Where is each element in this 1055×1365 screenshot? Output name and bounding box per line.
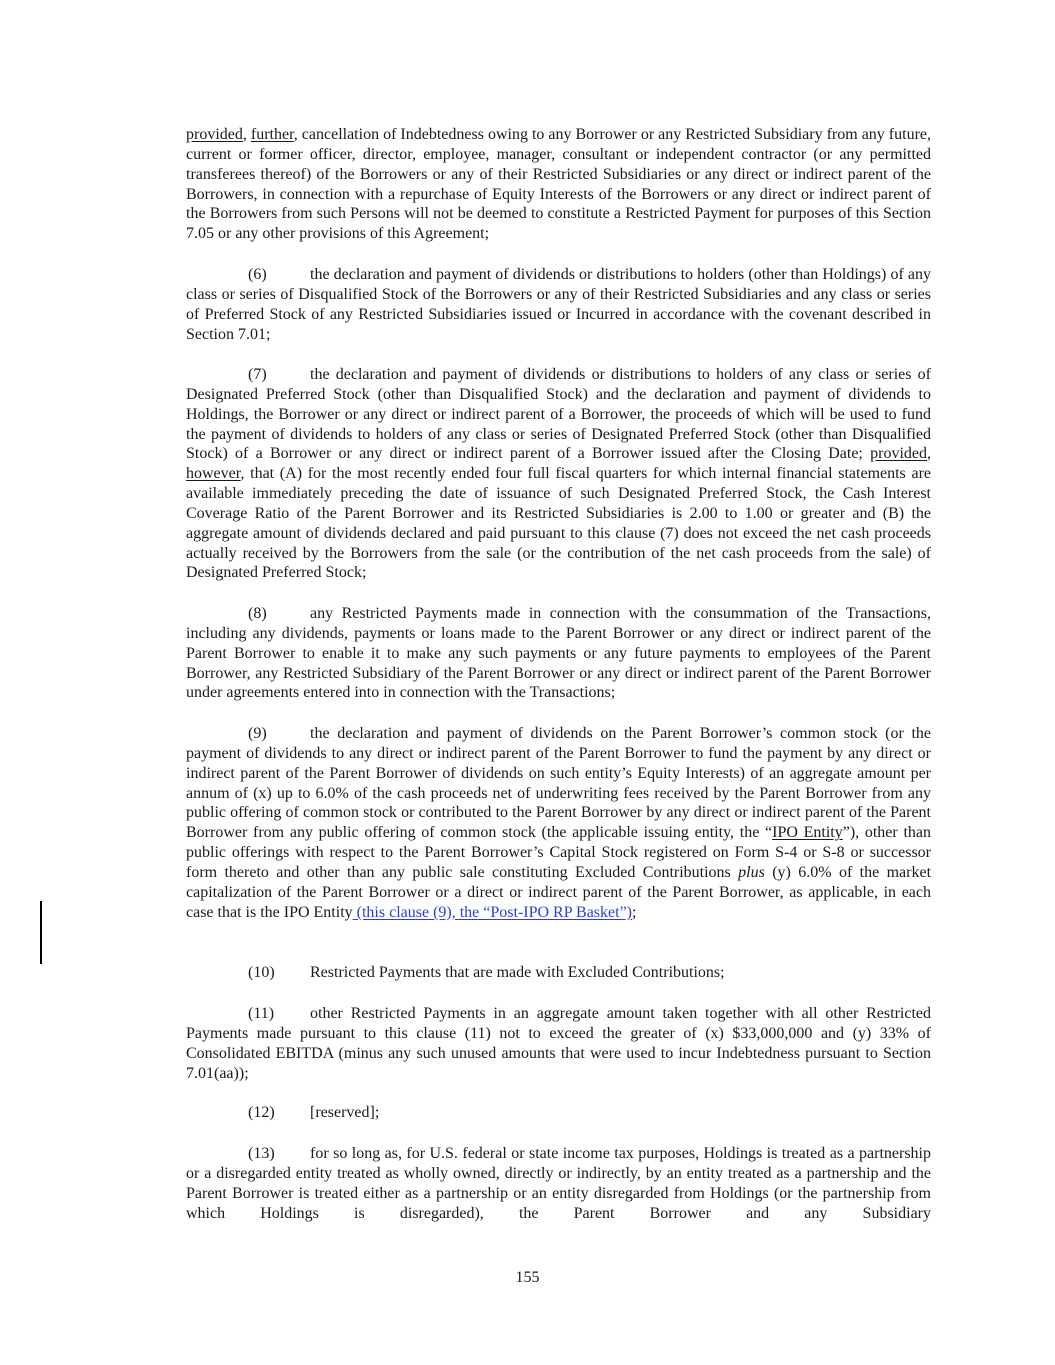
clause-number: (12) bbox=[248, 1104, 275, 1121]
paragraph-5-continuation: provided, further, cancellation of Indebtedness owing to any Borrower or any Restricted Subsidiary from any future, current or former officer, director, employee, manager, consultant or independent contractor (or any permitted transferees thereof) of the Borrowers or any of their Restricted Subsidiaries or any direct or indirect parent of the Borrowers, in connection with a repurchase of Equity Interests of the Borrowers or any direct or indirect parent of the Borrowers from such Persons will not be deemed to constitute a Restricted Payment for purposes of this Section 7.05 or any other provisions of this Agreement; bbox=[186, 126, 932, 243]
clause-6 bbox=[186, 265, 931, 344]
clause-number: (6) bbox=[248, 266, 267, 283]
defined-term-however: however bbox=[186, 465, 241, 483]
clause-7: (7) the declaration and payment of dividends or distributions to holders of any class or series of Designated Preferred Stock (other than Disqualified Stock) and the declaration and payment of dividends to Holdings, the Borrower or any direct or indirect parent of a Borrower, the proceeds of which will be used to fund the payment of dividends to holders of any class or series of Designated Preferred Stock (other than Disqualified Stock) of a Borrower or any direct or indirect parent of a Borrower issued after the Closing Date; provided, however, that (A) for the most recently ended four full fiscal quarters for which internal financial statements are available immediately preceding the date of issuance of such Designated Preferred Stock, the Cash Interest Coverage Ratio of the Parent Borrower and its Restricted Subsidiaries is 2.00 to 1.00 or greater and (B) the aggregate amount of dividends declared and paid pursuant to this clause (7) does not exceed the net cash proceeds actually received by the Borrowers from the sale (or the contribution of the net cash proceeds from the sale) of Designated Preferred Stock; bbox=[186, 366, 931, 582]
paragraph-text: , cancellation of Indebtedness owing to any Borrower or any Restricted Subsidiary from any future, current or former officer, director, employee, manager, consultant or independent contractor (or any permitted transferees thereof) of the Borrowers or any of their Restricted Subsidiaries or any direct or indirect parent of the Borrowers, in connection with a repurchase of Equity Interests of the Borrowers or any direct or indirect parent of the Borrowers from such Persons will not be deemed to constitute a Restricted Payment for purposes of this Section 7.05 or any other provisions of this Agreement; bbox=[186, 126, 932, 243]
tracked-insertion-post-ipo-rp-basket[interactable]: (this clause (9), the “Post-IPO RP Basket”) bbox=[352, 903, 632, 921]
clause-text: Restricted Payments that are made with Excluded Contributions; bbox=[310, 964, 725, 981]
clause-11 bbox=[186, 1004, 931, 1083]
defined-term-provided: provided bbox=[870, 445, 927, 463]
clause-number: (7) bbox=[248, 366, 267, 383]
clause-text: [reserved]; bbox=[310, 1104, 380, 1121]
clause-number: (11) bbox=[248, 1005, 275, 1022]
clause-number: (8) bbox=[248, 605, 267, 622]
italic-plus: plus bbox=[738, 863, 765, 881]
clause-text: any Restricted Payments made in connection with the consummation of the Transactions, including any dividends, payments or loans made to the Parent Borrower or any direct or indirect parent of the Parent Borrower to enable it to make any such payments or any future payments to employees of the Parent Borrower, any Restricted Subsidiary of the Parent Borrower or any direct or indirect parent of the Parent Borrower under agreements entered into in connection with the Transactions; bbox=[186, 605, 931, 702]
clause-number: (9) bbox=[248, 725, 267, 742]
clause-number: (13) bbox=[248, 1145, 275, 1162]
clause-12 bbox=[186, 1103, 931, 1123]
clause-10 bbox=[186, 963, 931, 983]
page-number: 155 bbox=[515, 1269, 540, 1286]
clause-9: (9) the declaration and payment of dividends on the Parent Borrower’s common stock (or the payment of dividends to any direct or indirect parent of the Parent Borrower to fund the payment by any direct or indirect parent of the Parent Borrower of dividends on such entity’s Equity Interests) of an aggregate amount per annum of (x) up to 6.0% of the cash proceeds net of underwriting fees received by the Parent Borrower from any public offering of common stock or contributed to the Parent Borrower by any direct or indirect parent of the Parent Borrower from any public offering of common stock (the applicable issuing entity, the “IPO Entity”), other than public offerings with respect to the Parent Borrower’s Capital Stock registered on Form S-4 or S-8 or successor form thereto and other than any public sale constituting Excluded Contributions plus (y) 6.0% of the market capitalization of the Parent Borrower or a direct or indirect parent of the Parent Borrower, as applicable, in each case that is the IPO Entity (this clause (9), the “Post-IPO RP Basket”); bbox=[186, 725, 932, 921]
clause-text: the declaration and payment of dividends or distributions to holders (other than Holdings) of any class or series of Disqualified Stock of the Borrowers or any of their Restricted Subsidiaries and any class or series of Preferred Stock of any Restricted Subsidiaries issued or Incurred in accordance with the covenant described in Section 7.01; bbox=[186, 266, 931, 343]
revision-change-bar bbox=[40, 901, 42, 964]
defined-term-provided: provided bbox=[186, 126, 243, 143]
defined-term-ipo-entity: IPO Entity bbox=[772, 824, 843, 842]
clause-text: for so long as, for U.S. federal or state income tax purposes, Holdings is treated as a partnership or a disregarded entity treated as wholly owned, directly or indirectly, by an entity treated as a partnership and the Parent Borrower is treated either as a partnership or an entity disregarded from Holdings (or the partnership from which Holdings is disregarded), the Parent Borrower and any Subsidiary bbox=[186, 1145, 931, 1222]
clause-number: (10) bbox=[248, 964, 275, 981]
defined-term-further: further bbox=[250, 126, 294, 143]
clause-13 bbox=[186, 1144, 931, 1223]
clause-8 bbox=[186, 604, 931, 703]
clause-text: other Restricted Payments in an aggregate amount taken together with all other Restricted Payments made pursuant to this clause (11) not to exceed the greater of (x) $33,000,000 and (y) 33% of Consolidated EBITDA (minus any such unused amounts that were used to incur Indebtedness pursuant to Section 7.01(aa)); bbox=[186, 1005, 931, 1082]
